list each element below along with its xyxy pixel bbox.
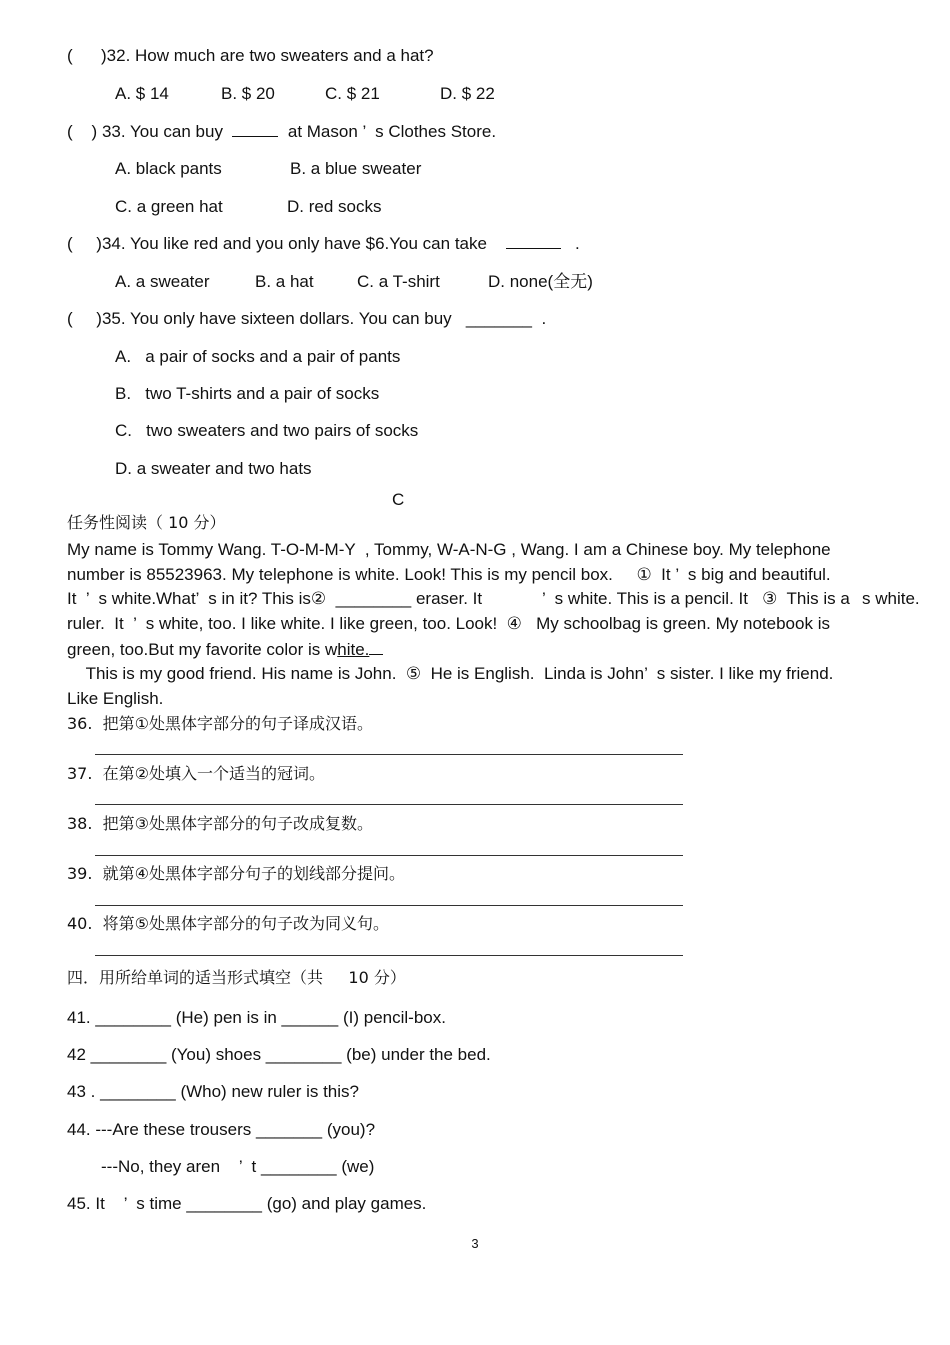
- q35-option-a: A. a pair of socks and a pair of pants: [115, 347, 401, 366]
- fill-item-41: 41. ________ (He) pen is in ______ (I) pencil-box.: [67, 1008, 446, 1027]
- answer-line[interactable]: [95, 804, 683, 805]
- q34-suffix: .: [575, 234, 580, 253]
- task-40: 40. 将第⑤处黑体字部分的句子改为同义句。: [67, 914, 389, 933]
- q34-prefix: ( )34. You like red and you only have $6.You can take: [67, 234, 487, 253]
- passage-text: green, too.But my favorite color is w: [67, 640, 338, 659]
- q33-suffix: at Mason ’ s Clothes Store.: [287, 122, 497, 141]
- q33-blank: [232, 122, 278, 137]
- passage-line: ruler. It ’ s white, too. I like white. I like green, too. Look! ④ My schoolbag is green. My notebook is: [67, 614, 830, 633]
- task-36: 36. 把第①处黑体字部分的句子译成汉语。: [67, 714, 373, 733]
- q32-stem: ( )32. How much are two sweaters and a hat?: [67, 46, 434, 65]
- q32-option-a: A. $ 14: [115, 84, 169, 103]
- q33-prefix: ( ) 33. You can buy: [67, 122, 223, 141]
- q35-option-d: D. a sweater and two hats: [115, 459, 312, 478]
- q35-option-b: B. two T-shirts and a pair of socks: [115, 384, 380, 403]
- q33-option-b: B. a blue sweater: [290, 159, 422, 178]
- q34-blank: [506, 234, 561, 249]
- task-37: 37. 在第②处填入一个适当的冠词。: [67, 764, 325, 783]
- fill-item-43: 43 . ________ (Who) new ruler is this?: [67, 1082, 359, 1101]
- section-letter: C: [392, 490, 405, 509]
- q34-option-c: C. a T-shirt: [357, 272, 440, 291]
- q33-option-d: D. red socks: [287, 197, 382, 216]
- q33-option-c: C. a green hat: [115, 197, 223, 216]
- q32-option-d: D. $ 22: [440, 84, 495, 103]
- passage-line: Like English.: [67, 689, 164, 708]
- underlined-word: hite.: [337, 640, 370, 659]
- q35-stem: ( )35. You only have sixteen dollars. You can buy _______ .: [67, 309, 547, 328]
- q33-stem: [67, 122, 496, 142]
- fill-item-44: 44. ---Are these trousers _______ (you)?: [67, 1120, 376, 1139]
- passage-line: ’ s white. This is a pencil. It ③ This is a: [542, 589, 850, 608]
- section-c-heading: 任务性阅读（ 10 分）: [67, 513, 226, 532]
- answer-line[interactable]: [95, 754, 683, 755]
- passage-line: It ’ s white.: [67, 589, 157, 608]
- fill-item-44-reply: ---No, they aren ’ t ________ (we): [101, 1157, 375, 1176]
- answer-line[interactable]: [95, 855, 683, 856]
- page-number: 3: [471, 1236, 479, 1251]
- q33-option-a: A. black pants: [115, 159, 222, 178]
- task-38: 38. 把第③处黑体字部分的句子改成复数。: [67, 814, 373, 833]
- answer-line[interactable]: [95, 905, 683, 906]
- passage-line: What’ s in it? This is② ________ eraser. It: [156, 589, 483, 608]
- underline-tail: [369, 642, 383, 655]
- q34-option-d: D. none(全无): [488, 272, 593, 291]
- answer-line[interactable]: [95, 955, 683, 956]
- section-4-heading: 四．用所给单词的适当形式填空（共 10 分）: [67, 968, 406, 987]
- passage-line: number is 85523963. My telephone is white. Look! This is my pencil box. ① It ’ s big and beautiful.: [67, 565, 831, 584]
- passage-line: s white.: [862, 589, 920, 608]
- passage-line: [67, 640, 383, 660]
- fill-item-42: 42 ________ (You) shoes ________ (be) under the bed.: [67, 1045, 491, 1064]
- q34-option-a: A. a sweater: [115, 272, 210, 291]
- fill-item-45: 45. It ’ s time ________ (go) and play games.: [67, 1194, 427, 1213]
- q35-option-c: C. two sweaters and two pairs of socks: [115, 421, 419, 440]
- passage-line: This is my good friend. His name is John. ⑤ He is English. Linda is John’ s sister. I like my friend.: [67, 664, 834, 683]
- q34-stem: [67, 234, 580, 254]
- q34-option-b: B. a hat: [255, 272, 314, 291]
- q32-option-c: C. $ 21: [325, 84, 380, 103]
- task-39: 39. 就第④处黑体字部分句子的划线部分提问。: [67, 864, 405, 883]
- passage-line: My name is Tommy Wang. T-O-M-M-Y , Tommy, W-A-N-G , Wang. I am a Chinese boy. My telephone: [67, 540, 831, 559]
- q32-option-b: B. $ 20: [221, 84, 275, 103]
